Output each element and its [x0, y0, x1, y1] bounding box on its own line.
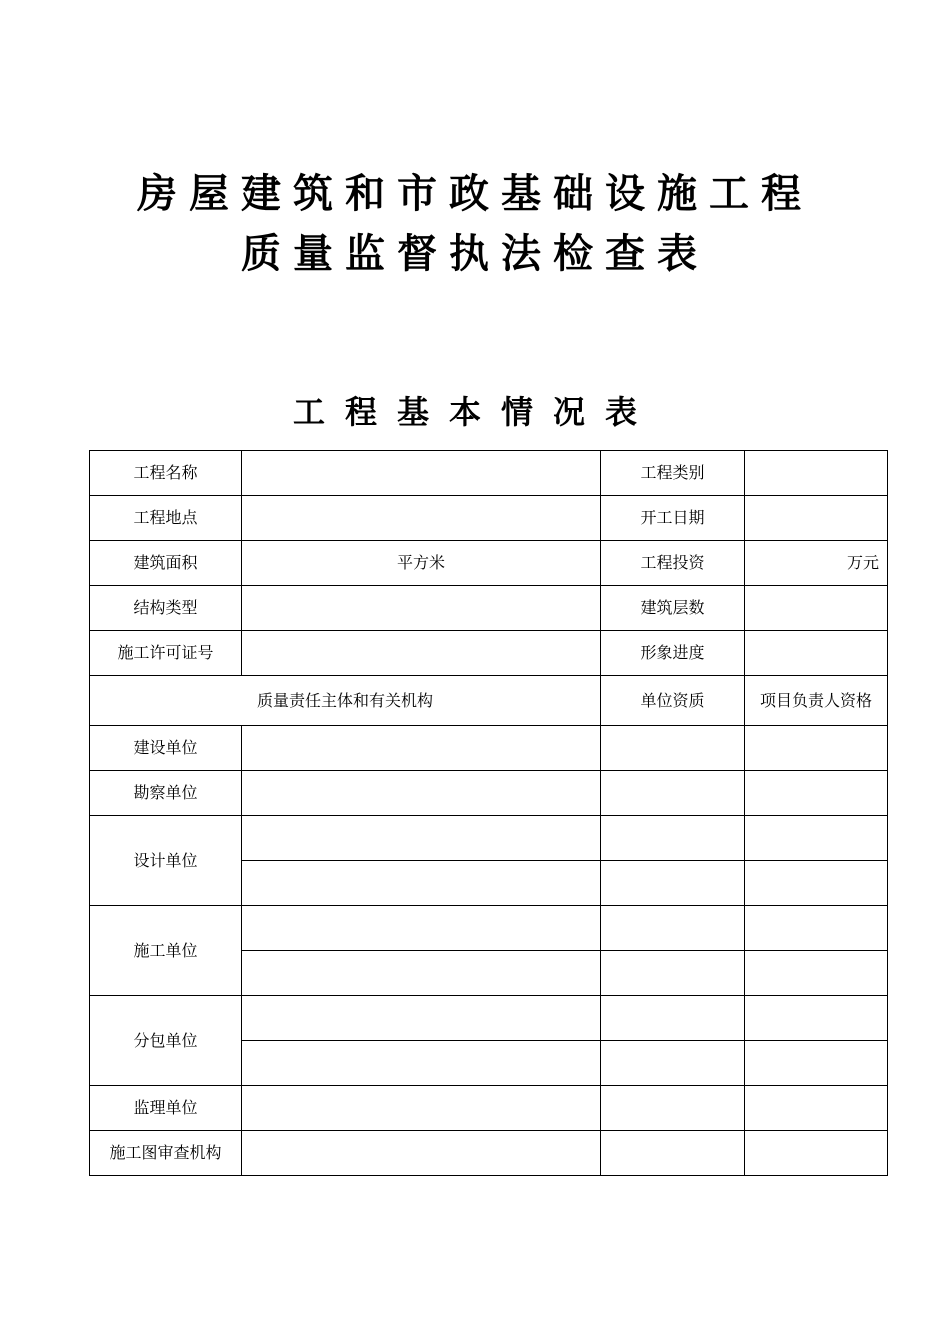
value-contractor-1-qualification[interactable]: [601, 906, 745, 951]
document-title-line-1: 房屋建筑和市政基础设施工程: [137, 171, 813, 217]
label-permit-no: 施工许可证号: [90, 631, 242, 676]
label-floors: 建筑层数: [601, 586, 745, 631]
header-unit-qualification: 单位资质: [601, 676, 745, 726]
value-project-category[interactable]: [745, 451, 888, 496]
label-subcontractor: 分包单位: [90, 996, 242, 1086]
table-row: [90, 996, 888, 1041]
value-progress[interactable]: [745, 631, 888, 676]
value-floors[interactable]: [745, 586, 888, 631]
value-supervision[interactable]: [242, 1086, 601, 1131]
value-survey[interactable]: [242, 771, 601, 816]
label-project-category: 工程类别: [601, 451, 745, 496]
label-design: 设计单位: [90, 816, 242, 906]
header-manager-qualification: 项目负责人资格: [745, 676, 888, 726]
label-building-area: 建筑面积: [90, 541, 242, 586]
table-row: [90, 1131, 888, 1176]
table-row: [90, 676, 888, 726]
table-row: [90, 451, 888, 496]
value-contractor-2-qualification[interactable]: [601, 951, 745, 996]
label-project-location: 工程地点: [90, 496, 242, 541]
value-project-name[interactable]: [242, 451, 601, 496]
value-permit-no[interactable]: [242, 631, 601, 676]
label-contractor: 施工单位: [90, 906, 242, 996]
value-contractor-2-manager[interactable]: [745, 951, 888, 996]
value-survey-qualification[interactable]: [601, 771, 745, 816]
value-drawing-review[interactable]: [242, 1131, 601, 1176]
header-responsible-parties: 质量责任主体和有关机构: [90, 676, 601, 726]
value-contractor-1-manager[interactable]: [745, 906, 888, 951]
table-row: [90, 771, 888, 816]
value-construction-owner-qualification[interactable]: [601, 726, 745, 771]
value-design-1[interactable]: [242, 816, 601, 861]
table-row: [90, 541, 888, 586]
value-supervision-manager[interactable]: [745, 1086, 888, 1131]
table-row: [90, 906, 888, 951]
table-row: [90, 631, 888, 676]
value-design-2-qualification[interactable]: [601, 861, 745, 906]
value-design-1-manager[interactable]: [745, 816, 888, 861]
table-title: 工程基本情况表: [292, 393, 657, 431]
table-row: [90, 496, 888, 541]
value-design-2-manager[interactable]: [745, 861, 888, 906]
value-drawing-review-qualification[interactable]: [601, 1131, 745, 1176]
value-start-date[interactable]: [745, 496, 888, 541]
value-subcontractor-1-manager[interactable]: [745, 996, 888, 1041]
value-contractor-2[interactable]: [242, 951, 601, 996]
value-subcontractor-1-qualification[interactable]: [601, 996, 745, 1041]
value-subcontractor-1[interactable]: [242, 996, 601, 1041]
value-subcontractor-2[interactable]: [242, 1041, 601, 1086]
value-building-area[interactable]: 平方米: [242, 541, 601, 586]
table-row: [90, 586, 888, 631]
label-supervision: 监理单位: [90, 1086, 242, 1131]
value-construction-owner[interactable]: [242, 726, 601, 771]
label-construction-owner: 建设单位: [90, 726, 242, 771]
label-survey: 勘察单位: [90, 771, 242, 816]
label-start-date: 开工日期: [601, 496, 745, 541]
label-progress: 形象进度: [601, 631, 745, 676]
label-drawing-review: 施工图审查机构: [90, 1131, 242, 1176]
label-structure-type: 结构类型: [90, 586, 242, 631]
value-construction-owner-manager[interactable]: [745, 726, 888, 771]
value-structure-type[interactable]: [242, 586, 601, 631]
value-contractor-1[interactable]: [242, 906, 601, 951]
value-survey-manager[interactable]: [745, 771, 888, 816]
label-investment: 工程投资: [601, 541, 745, 586]
value-supervision-qualification[interactable]: [601, 1086, 745, 1131]
table-row: [90, 1086, 888, 1131]
value-design-1-qualification[interactable]: [601, 816, 745, 861]
value-subcontractor-2-qualification[interactable]: [601, 1041, 745, 1086]
value-subcontractor-2-manager[interactable]: [745, 1041, 888, 1086]
project-info-table: [89, 450, 888, 1176]
table-row: [90, 726, 888, 771]
value-investment[interactable]: 万元: [745, 541, 888, 586]
document-title-line-2: 质量监督执法检查表: [241, 231, 709, 277]
table-row: [90, 816, 888, 861]
value-design-2[interactable]: [242, 861, 601, 906]
value-project-location[interactable]: [242, 496, 601, 541]
label-project-name: 工程名称: [90, 451, 242, 496]
value-drawing-review-manager[interactable]: [745, 1131, 888, 1176]
